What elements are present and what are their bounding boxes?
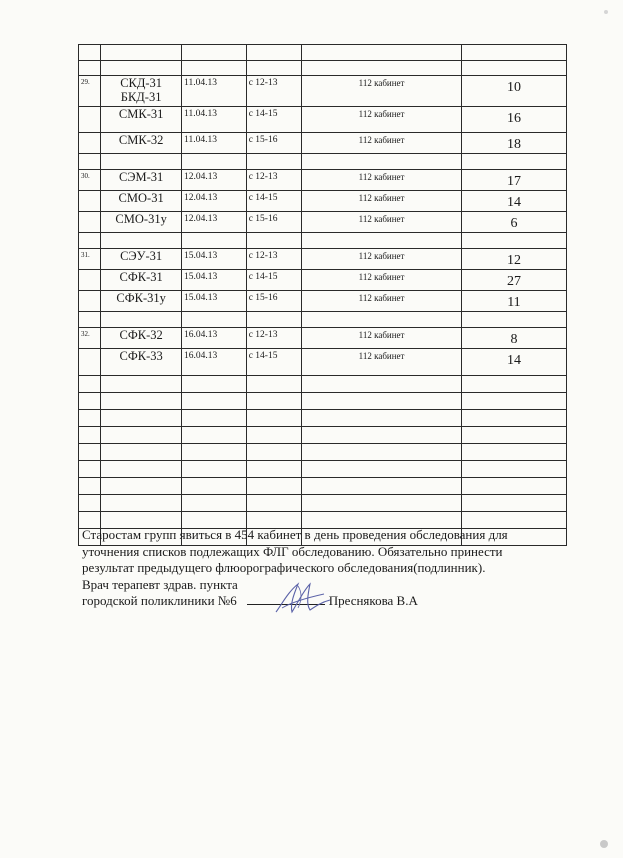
room-cell: 112 кабинет: [302, 107, 462, 133]
group-name: СМО-31: [118, 191, 164, 205]
group-cell: [101, 133, 182, 154]
group-name: БКД-31: [120, 90, 162, 104]
table-row: [79, 376, 567, 393]
group-cell: [101, 249, 182, 270]
room-cell: [302, 312, 462, 328]
date-cell: [182, 154, 247, 170]
group-name: СМО-31у: [115, 212, 167, 226]
time-cell: [246, 512, 302, 529]
row-number: [79, 427, 101, 444]
time-cell: [246, 393, 302, 410]
date-cell: 15.04.13: [182, 270, 247, 291]
row-number: [79, 270, 101, 291]
table-row: [79, 61, 567, 76]
group-cell: [101, 233, 182, 249]
table-row: [79, 427, 567, 444]
time-cell: с 12-13: [246, 249, 302, 270]
date-cell: 11.04.13: [182, 107, 247, 133]
time-cell: [246, 427, 302, 444]
count-cell: 18: [461, 133, 566, 154]
time-cell: [246, 45, 302, 61]
date-cell: [182, 45, 247, 61]
group-cell: [101, 191, 182, 212]
table-row: [79, 478, 567, 495]
count-cell: [461, 478, 566, 495]
group-cell: [101, 478, 182, 495]
count-cell: 27: [461, 270, 566, 291]
notice-line-3: результат предыдущего флюорографического обследования(подлинник).: [82, 560, 486, 575]
signer-name: Преснякова В.А: [328, 593, 418, 608]
table-row: [79, 410, 567, 427]
table-row: [79, 312, 567, 328]
table-row: [79, 349, 567, 376]
time-cell: с 15-16: [246, 291, 302, 312]
count-cell: 12: [461, 249, 566, 270]
row-number: [79, 393, 101, 410]
table-row: [79, 495, 567, 512]
group-cell: [101, 154, 182, 170]
count-cell: [461, 495, 566, 512]
date-cell: 12.04.13: [182, 170, 247, 191]
room-cell: [302, 478, 462, 495]
count-cell: 17: [461, 170, 566, 191]
count-cell: [461, 61, 566, 76]
date-cell: [182, 512, 247, 529]
date-cell: [182, 61, 247, 76]
row-number: [79, 410, 101, 427]
table-row: [79, 249, 567, 270]
group-cell: [101, 512, 182, 529]
notice-line-2: уточнения списков подлежащих ФЛГ обследованию. Обязательно принести: [82, 543, 503, 559]
table-row: [79, 191, 567, 212]
room-cell: 112 кабинет: [302, 133, 462, 154]
time-cell: с 15-16: [246, 133, 302, 154]
row-number: 29.: [79, 76, 101, 107]
group-cell: [101, 312, 182, 328]
time-cell: [246, 233, 302, 249]
group-cell: [101, 393, 182, 410]
time-cell: [246, 495, 302, 512]
room-cell: [302, 512, 462, 529]
handwritten-signature: [268, 578, 338, 620]
row-number: [79, 212, 101, 233]
group-cell: [101, 45, 182, 61]
count-cell: [461, 393, 566, 410]
date-cell: [182, 495, 247, 512]
row-number: 32.: [79, 328, 101, 349]
table-row: [79, 512, 567, 529]
scan-artifact: [604, 10, 608, 14]
room-cell: 112 кабинет: [302, 170, 462, 191]
count-cell: 14: [461, 349, 566, 376]
row-number: [79, 312, 101, 328]
group-name: СКД-31: [120, 76, 163, 90]
position-line-1: Врач терапевт здрав. пункта: [82, 576, 238, 592]
room-cell: [302, 45, 462, 61]
position-line-2: городской поликлиники №6: [82, 593, 237, 608]
time-cell: с 14-15: [246, 349, 302, 376]
group-name: СФК-31: [119, 270, 163, 284]
count-cell: 8: [461, 328, 566, 349]
room-cell: [302, 410, 462, 427]
group-cell: [101, 270, 182, 291]
group-cell: [101, 61, 182, 76]
time-cell: с 12-13: [246, 328, 302, 349]
time-cell: [246, 154, 302, 170]
time-cell: [246, 444, 302, 461]
date-cell: [182, 233, 247, 249]
table-row: [79, 270, 567, 291]
time-cell: [246, 410, 302, 427]
row-number: 30.: [79, 170, 101, 191]
table-row: [79, 444, 567, 461]
group-cell: [101, 76, 182, 107]
count-cell: [461, 512, 566, 529]
group-cell: [101, 212, 182, 233]
time-cell: с 12-13: [246, 170, 302, 191]
room-cell: 112 кабинет: [302, 270, 462, 291]
room-cell: 112 кабинет: [302, 249, 462, 270]
date-cell: 16.04.13: [182, 349, 247, 376]
count-cell: 10: [461, 76, 566, 107]
count-cell: [461, 45, 566, 61]
row-number: [79, 45, 101, 61]
row-number: [79, 478, 101, 495]
table-row: [79, 233, 567, 249]
date-cell: 11.04.13: [182, 133, 247, 154]
table-row: [79, 154, 567, 170]
group-name: СМК-32: [118, 133, 164, 147]
row-number: [79, 495, 101, 512]
row-number: [79, 461, 101, 478]
count-cell: [461, 312, 566, 328]
count-cell: 11: [461, 291, 566, 312]
examination-schedule-table: [78, 44, 567, 546]
time-cell: с 14-15: [246, 191, 302, 212]
room-cell: [302, 233, 462, 249]
count-cell: [461, 461, 566, 478]
table-row: [79, 461, 567, 478]
date-cell: [182, 410, 247, 427]
time-cell: с 15-16: [246, 212, 302, 233]
count-cell: 6: [461, 212, 566, 233]
date-cell: [182, 376, 247, 393]
row-number: [79, 154, 101, 170]
row-number: [79, 61, 101, 76]
count-cell: 16: [461, 107, 566, 133]
room-cell: [302, 495, 462, 512]
time-cell: [246, 376, 302, 393]
group-name: СФК-33: [119, 349, 163, 363]
row-number: [79, 349, 101, 376]
date-cell: [182, 444, 247, 461]
room-cell: [302, 461, 462, 478]
room-cell: 112 кабинет: [302, 328, 462, 349]
group-cell: [101, 349, 182, 376]
group-name: СЭМ-31: [118, 170, 164, 184]
table-row: [79, 45, 567, 61]
notice-line-1: Старостам групп явиться в 454 кабинет в день проведения обследования для: [82, 527, 508, 542]
table-row: [79, 170, 567, 191]
group-cell: [101, 328, 182, 349]
room-cell: 112 кабинет: [302, 76, 462, 107]
time-cell: с 14-15: [246, 107, 302, 133]
date-cell: 12.04.13: [182, 212, 247, 233]
table-row: [79, 212, 567, 233]
count-cell: [461, 376, 566, 393]
count-cell: [461, 233, 566, 249]
table-row: [79, 76, 567, 107]
time-cell: [246, 312, 302, 328]
table-row: [79, 328, 567, 349]
count-cell: 14: [461, 191, 566, 212]
table-row: [79, 133, 567, 154]
group-cell: [101, 107, 182, 133]
row-number: [79, 376, 101, 393]
group-cell: [101, 427, 182, 444]
room-cell: 112 кабинет: [302, 212, 462, 233]
date-cell: 11.04.13: [182, 76, 247, 107]
schedule-body: [79, 45, 567, 546]
group-cell: [101, 291, 182, 312]
group-name: СФК-31у: [116, 291, 166, 305]
row-number: [79, 191, 101, 212]
group-cell: [101, 495, 182, 512]
time-cell: [246, 461, 302, 478]
group-name: СМК-31: [118, 107, 164, 121]
date-cell: [182, 393, 247, 410]
time-cell: [246, 478, 302, 495]
time-cell: с 14-15: [246, 270, 302, 291]
count-cell: [461, 154, 566, 170]
room-cell: 112 кабинет: [302, 349, 462, 376]
count-cell: [461, 444, 566, 461]
group-cell: [101, 410, 182, 427]
room-cell: [302, 154, 462, 170]
row-number: [79, 133, 101, 154]
row-number: [79, 512, 101, 529]
room-cell: 112 кабинет: [302, 191, 462, 212]
group-cell: [101, 170, 182, 191]
room-cell: 112 кабинет: [302, 291, 462, 312]
date-cell: 15.04.13: [182, 291, 247, 312]
group-cell: [101, 444, 182, 461]
table-row: [79, 291, 567, 312]
date-cell: [182, 427, 247, 444]
room-cell: [302, 376, 462, 393]
group-cell: [101, 376, 182, 393]
row-number: [79, 291, 101, 312]
group-cell: [101, 461, 182, 478]
room-cell: [302, 61, 462, 76]
row-number: 31.: [79, 249, 101, 270]
room-cell: [302, 444, 462, 461]
date-cell: [182, 478, 247, 495]
scan-artifact: [600, 840, 608, 848]
row-number: [79, 107, 101, 133]
table-row: [79, 107, 567, 133]
time-cell: с 12-13: [246, 76, 302, 107]
group-name: СЭУ-31: [120, 249, 163, 263]
date-cell: 16.04.13: [182, 328, 247, 349]
room-cell: [302, 427, 462, 444]
table-row: [79, 393, 567, 410]
row-number: [79, 233, 101, 249]
time-cell: [246, 61, 302, 76]
room-cell: [302, 393, 462, 410]
count-cell: [461, 427, 566, 444]
count-cell: [461, 410, 566, 427]
date-cell: [182, 312, 247, 328]
group-name: СФК-32: [119, 328, 163, 342]
row-number: [79, 444, 101, 461]
date-cell: 15.04.13: [182, 249, 247, 270]
date-cell: 12.04.13: [182, 191, 247, 212]
date-cell: [182, 461, 247, 478]
